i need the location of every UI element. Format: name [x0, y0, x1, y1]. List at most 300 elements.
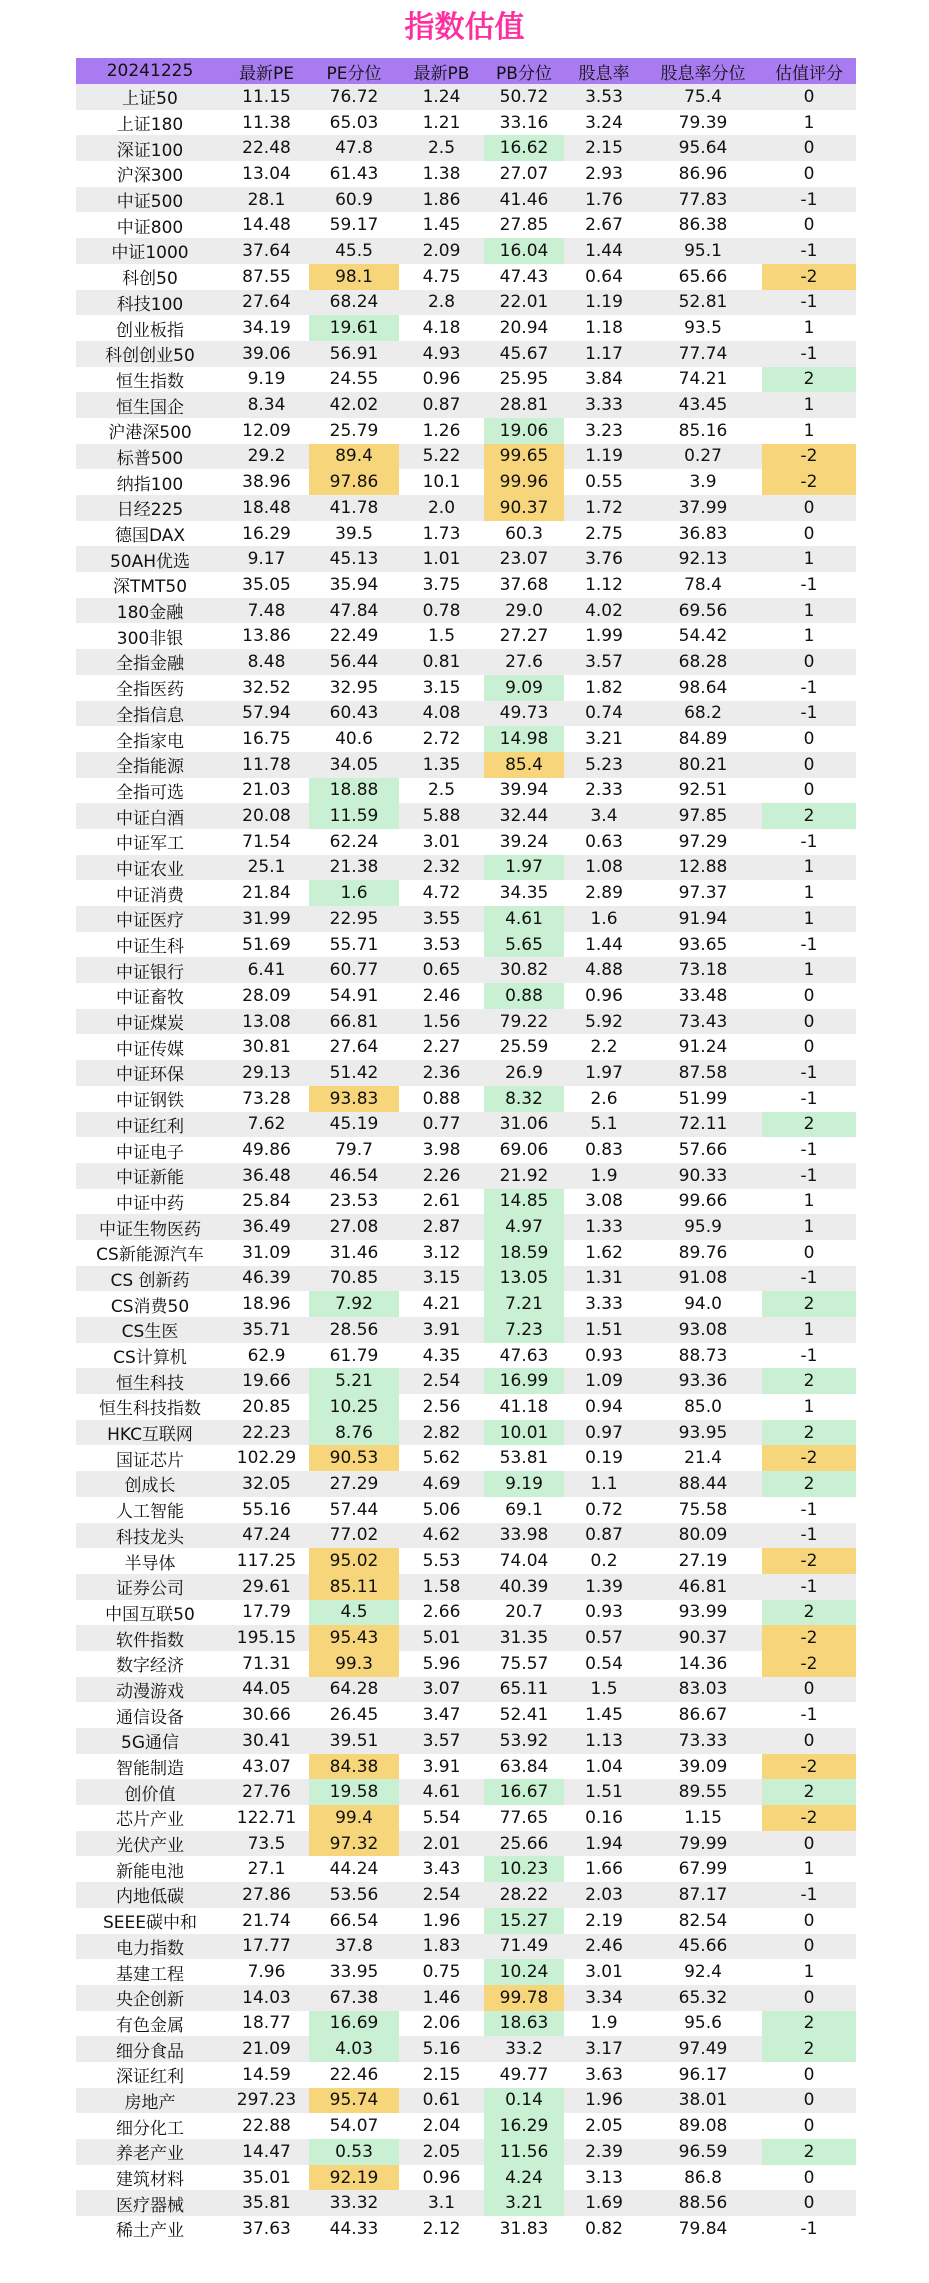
- cell-pb-percentile: 18.59: [484, 1240, 564, 1266]
- table-row: [76, 392, 856, 418]
- cell-pb: 4.21: [399, 1291, 484, 1317]
- cell-score: 1: [762, 598, 856, 624]
- cell-pe: 16.29: [224, 521, 309, 547]
- cell-dividend-percentile: 57.66: [644, 1137, 762, 1163]
- cell-dividend-percentile: 80.21: [644, 752, 762, 778]
- cell-pe-percentile: 59.17: [309, 212, 399, 238]
- cell-index-name: 科创创业50: [76, 341, 224, 367]
- cell-index-name: 日经225: [76, 495, 224, 521]
- cell-dividend-percentile: 97.85: [644, 803, 762, 829]
- cell-pe-percentile: 64.28: [309, 1677, 399, 1703]
- column-header-date: 20241225: [76, 58, 224, 84]
- cell-pe: 20.85: [224, 1394, 309, 1420]
- cell-dividend-yield: 1.44: [564, 932, 644, 958]
- cell-pe-percentile: 26.45: [309, 1702, 399, 1728]
- cell-dividend-percentile: 82.54: [644, 1908, 762, 1934]
- cell-pe: 32.52: [224, 675, 309, 701]
- cell-pb: 3.07: [399, 1677, 484, 1703]
- cell-score: 2: [762, 1291, 856, 1317]
- cell-pe-percentile: 39.51: [309, 1728, 399, 1754]
- table-row: [76, 1959, 856, 1985]
- cell-pb: 4.08: [399, 701, 484, 727]
- cell-pe: 14.48: [224, 212, 309, 238]
- cell-score: 1: [762, 1214, 856, 1240]
- cell-pe: 9.17: [224, 546, 309, 572]
- cell-dividend-percentile: 89.76: [644, 1240, 762, 1266]
- cell-pb-percentile: 45.67: [484, 341, 564, 367]
- cell-dividend-yield: 1.04: [564, 1754, 644, 1780]
- table-row: [76, 572, 856, 598]
- cell-index-name: 沪港深500: [76, 418, 224, 444]
- cell-dividend-yield: 1.94: [564, 1831, 644, 1857]
- table-row: [76, 1985, 856, 2011]
- cell-index-name: 建筑材料: [76, 2165, 224, 2191]
- table-row: [76, 1497, 856, 1523]
- cell-pe: 87.55: [224, 264, 309, 290]
- cell-pb-percentile: 27.27: [484, 623, 564, 649]
- cell-pe-percentile: 28.56: [309, 1317, 399, 1343]
- cell-dividend-percentile: 85.16: [644, 418, 762, 444]
- table-row: [76, 521, 856, 547]
- cell-dividend-percentile: 88.73: [644, 1343, 762, 1369]
- cell-dividend-yield: 5.23: [564, 752, 644, 778]
- cell-score: -1: [762, 1266, 856, 1292]
- table-row: [76, 726, 856, 752]
- cell-pb-percentile: 20.94: [484, 315, 564, 341]
- cell-score: 0: [762, 161, 856, 187]
- cell-index-name: 中证中药: [76, 1189, 224, 1215]
- cell-pb-percentile: 15.27: [484, 1908, 564, 1934]
- table-row: [76, 1574, 856, 1600]
- table-row: [76, 1728, 856, 1754]
- cell-index-name: 300非银: [76, 623, 224, 649]
- cell-score: -1: [762, 1060, 856, 1086]
- cell-pe: 44.05: [224, 1677, 309, 1703]
- cell-dividend-percentile: 77.74: [644, 341, 762, 367]
- cell-index-name: 全指信息: [76, 701, 224, 727]
- cell-dividend-yield: 1.19: [564, 290, 644, 316]
- cell-index-name: 房地产: [76, 2088, 224, 2114]
- cell-pb-percentile: 47.63: [484, 1343, 564, 1369]
- cell-pe: 13.08: [224, 1009, 309, 1035]
- table-row: [76, 495, 856, 521]
- column-header-pe: 最新PE: [224, 58, 309, 84]
- column-header-pb-percentile: PB分位: [484, 58, 564, 84]
- cell-pe-percentile: 79.7: [309, 1137, 399, 1163]
- cell-index-name: 芯片产业: [76, 1805, 224, 1831]
- valuation-table: [76, 58, 856, 2242]
- cell-index-name: 科技100: [76, 290, 224, 316]
- cell-pb-percentile: 52.41: [484, 1702, 564, 1728]
- cell-score: -1: [762, 1702, 856, 1728]
- cell-dividend-yield: 3.33: [564, 1291, 644, 1317]
- cell-score: -1: [762, 1523, 856, 1549]
- cell-pb-percentile: 30.82: [484, 957, 564, 983]
- cell-index-name: 国证芯片: [76, 1445, 224, 1471]
- cell-dividend-percentile: 78.4: [644, 572, 762, 598]
- cell-dividend-percentile: 94.0: [644, 1291, 762, 1317]
- cell-score: -1: [762, 1497, 856, 1523]
- cell-dividend-percentile: 79.39: [644, 110, 762, 136]
- cell-pb: 1.56: [399, 1009, 484, 1035]
- cell-dividend-yield: 1.13: [564, 1728, 644, 1754]
- cell-pb-percentile: 10.23: [484, 1856, 564, 1882]
- table-row: [76, 264, 856, 290]
- cell-pe-percentile: 16.69: [309, 2011, 399, 2037]
- cell-dividend-percentile: 65.66: [644, 264, 762, 290]
- cell-pb-percentile: 0.88: [484, 983, 564, 1009]
- cell-pe-percentile: 7.92: [309, 1291, 399, 1317]
- cell-pe-percentile: 33.95: [309, 1959, 399, 1985]
- cell-pb: 3.47: [399, 1702, 484, 1728]
- cell-pe: 37.63: [224, 2216, 309, 2242]
- cell-pe: 25.1: [224, 855, 309, 881]
- cell-pb: 3.43: [399, 1856, 484, 1882]
- cell-pe-percentile: 89.4: [309, 444, 399, 470]
- cell-index-name: 深证100: [76, 135, 224, 161]
- cell-score: 0: [762, 983, 856, 1009]
- cell-score: 1: [762, 623, 856, 649]
- cell-dividend-yield: 3.63: [564, 2062, 644, 2088]
- cell-pb-percentile: 77.65: [484, 1805, 564, 1831]
- cell-index-name: CS生医: [76, 1317, 224, 1343]
- cell-pb: 2.66: [399, 1600, 484, 1626]
- cell-pe-percentile: 44.33: [309, 2216, 399, 2242]
- cell-dividend-yield: 2.93: [564, 161, 644, 187]
- cell-pe: 17.77: [224, 1934, 309, 1960]
- cell-dividend-yield: 1.08: [564, 855, 644, 881]
- table-row: [76, 1291, 856, 1317]
- cell-pe-percentile: 47.84: [309, 598, 399, 624]
- cell-dividend-percentile: 98.64: [644, 675, 762, 701]
- cell-pb: 1.01: [399, 546, 484, 572]
- cell-pb-percentile: 53.81: [484, 1445, 564, 1471]
- cell-pb-percentile: 41.46: [484, 187, 564, 213]
- cell-score: 1: [762, 855, 856, 881]
- cell-dividend-yield: 2.6: [564, 1086, 644, 1112]
- cell-dividend-percentile: 75.58: [644, 1497, 762, 1523]
- cell-score: 0: [762, 2165, 856, 2191]
- cell-score: 0: [762, 495, 856, 521]
- cell-pb: 2.36: [399, 1060, 484, 1086]
- cell-pe-percentile: 19.58: [309, 1779, 399, 1805]
- cell-score: 0: [762, 1034, 856, 1060]
- table-row: [76, 1420, 856, 1446]
- cell-score: 1: [762, 1856, 856, 1882]
- cell-pe-percentile: 57.44: [309, 1497, 399, 1523]
- cell-pb: 1.5: [399, 623, 484, 649]
- cell-pe-percentile: 25.79: [309, 418, 399, 444]
- table-row: [76, 752, 856, 778]
- cell-score: 0: [762, 1240, 856, 1266]
- cell-pe-percentile: 8.76: [309, 1420, 399, 1446]
- cell-pb: 1.83: [399, 1934, 484, 1960]
- cell-score: 2: [762, 2011, 856, 2037]
- cell-pb-percentile: 1.97: [484, 855, 564, 881]
- cell-dividend-yield: 1.19: [564, 444, 644, 470]
- cell-dividend-percentile: 79.99: [644, 1831, 762, 1857]
- cell-pe-percentile: 97.32: [309, 1831, 399, 1857]
- cell-dividend-yield: 3.01: [564, 1959, 644, 1985]
- cell-pe-percentile: 95.43: [309, 1625, 399, 1651]
- cell-pe-percentile: 99.4: [309, 1805, 399, 1831]
- cell-index-name: 中证消费: [76, 880, 224, 906]
- cell-index-name: 新能电池: [76, 1856, 224, 1882]
- cell-pb-percentile: 4.24: [484, 2165, 564, 2191]
- cell-dividend-yield: 1.96: [564, 2088, 644, 2114]
- cell-pb-percentile: 27.07: [484, 161, 564, 187]
- cell-pb: 1.38: [399, 161, 484, 187]
- cell-index-name: 数字经济: [76, 1651, 224, 1677]
- cell-index-name: 光伏产业: [76, 1831, 224, 1857]
- cell-pe-percentile: 21.38: [309, 855, 399, 881]
- column-header-pe-percentile: PE分位: [309, 58, 399, 84]
- cell-score: 1: [762, 957, 856, 983]
- cell-dividend-percentile: 21.4: [644, 1445, 762, 1471]
- cell-pb: 2.46: [399, 983, 484, 1009]
- table-row: [76, 675, 856, 701]
- cell-index-name: 证券公司: [76, 1574, 224, 1600]
- cell-pe-percentile: 4.5: [309, 1600, 399, 1626]
- cell-pb: 5.96: [399, 1651, 484, 1677]
- cell-pb: 3.15: [399, 1266, 484, 1292]
- cell-dividend-percentile: 45.66: [644, 1934, 762, 1960]
- cell-pe-percentile: 67.38: [309, 1985, 399, 2011]
- cell-pb-percentile: 40.39: [484, 1574, 564, 1600]
- cell-pb-percentile: 27.6: [484, 649, 564, 675]
- cell-score: -1: [762, 1882, 856, 1908]
- cell-score: 1: [762, 315, 856, 341]
- cell-index-name: 5G通信: [76, 1728, 224, 1754]
- cell-pe-percentile: 90.53: [309, 1445, 399, 1471]
- cell-dividend-yield: 2.39: [564, 2139, 644, 2165]
- cell-index-name: 深证红利: [76, 2062, 224, 2088]
- table-row: [76, 1240, 856, 1266]
- cell-dividend-percentile: 39.09: [644, 1754, 762, 1780]
- cell-pe-percentile: 35.94: [309, 572, 399, 598]
- cell-pb: 4.72: [399, 880, 484, 906]
- table-row: [76, 1112, 856, 1138]
- cell-pb: 2.87: [399, 1214, 484, 1240]
- cell-pb-percentile: 50.72: [484, 84, 564, 110]
- cell-pb-percentile: 9.09: [484, 675, 564, 701]
- table-row: [76, 110, 856, 136]
- cell-index-name: 中证生物医药: [76, 1214, 224, 1240]
- cell-pb: 2.09: [399, 238, 484, 264]
- table-row: [76, 957, 856, 983]
- cell-dividend-yield: 0.64: [564, 264, 644, 290]
- cell-dividend-yield: 0.2: [564, 1548, 644, 1574]
- table-row: [76, 1831, 856, 1857]
- cell-score: 1: [762, 880, 856, 906]
- cell-pe-percentile: 45.19: [309, 1112, 399, 1138]
- table-row: [76, 2113, 856, 2139]
- cell-pe-percentile: 27.64: [309, 1034, 399, 1060]
- cell-dividend-yield: 0.83: [564, 1137, 644, 1163]
- cell-index-name: 中证800: [76, 212, 224, 238]
- cell-pb: 3.91: [399, 1317, 484, 1343]
- cell-pb: 3.15: [399, 675, 484, 701]
- cell-dividend-yield: 0.82: [564, 2216, 644, 2242]
- cell-dividend-percentile: 93.36: [644, 1368, 762, 1394]
- cell-pb-percentile: 47.43: [484, 264, 564, 290]
- cell-index-name: 中证白酒: [76, 803, 224, 829]
- cell-index-name: 中证红利: [76, 1112, 224, 1138]
- cell-dividend-percentile: 79.84: [644, 2216, 762, 2242]
- cell-pb: 1.96: [399, 1908, 484, 1934]
- table-row: [76, 623, 856, 649]
- cell-dividend-yield: 1.31: [564, 1266, 644, 1292]
- cell-index-name: 德国DAX: [76, 521, 224, 547]
- cell-pb: 2.5: [399, 135, 484, 161]
- table-row: [76, 469, 856, 495]
- cell-index-name: 中证钢铁: [76, 1086, 224, 1112]
- cell-pb-percentile: 18.63: [484, 2011, 564, 2037]
- cell-dividend-yield: 3.13: [564, 2165, 644, 2191]
- cell-index-name: 中证1000: [76, 238, 224, 264]
- cell-pe: 32.05: [224, 1471, 309, 1497]
- table-row: [76, 1523, 856, 1549]
- cell-pe: 9.19: [224, 367, 309, 393]
- cell-dividend-yield: 3.23: [564, 418, 644, 444]
- table-row: [76, 803, 856, 829]
- cell-pe: 39.06: [224, 341, 309, 367]
- cell-dividend-percentile: 72.11: [644, 1112, 762, 1138]
- cell-pb: 0.78: [399, 598, 484, 624]
- cell-pb: 1.26: [399, 418, 484, 444]
- cell-pb: 1.45: [399, 212, 484, 238]
- cell-pe-percentile: 23.53: [309, 1189, 399, 1215]
- cell-pb: 3.98: [399, 1137, 484, 1163]
- cell-pb-percentile: 26.9: [484, 1060, 564, 1086]
- table-row: [76, 1651, 856, 1677]
- cell-index-name: 中国互联50: [76, 1600, 224, 1626]
- table-row: [76, 1445, 856, 1471]
- table-row: [76, 238, 856, 264]
- cell-pb: 4.75: [399, 264, 484, 290]
- cell-pe: 62.9: [224, 1343, 309, 1369]
- cell-dividend-yield: 3.4: [564, 803, 644, 829]
- cell-dividend-yield: 3.84: [564, 367, 644, 393]
- cell-pb-percentile: 75.57: [484, 1651, 564, 1677]
- cell-dividend-yield: 0.63: [564, 829, 644, 855]
- cell-pb-percentile: 27.85: [484, 212, 564, 238]
- cell-pb: 2.56: [399, 1394, 484, 1420]
- cell-pe: 28.09: [224, 983, 309, 1009]
- cell-index-name: 稀土产业: [76, 2216, 224, 2242]
- cell-pe-percentile: 56.44: [309, 649, 399, 675]
- cell-pe: 29.13: [224, 1060, 309, 1086]
- cell-index-name: 央企创新: [76, 1985, 224, 2011]
- cell-dividend-yield: 1.9: [564, 1163, 644, 1189]
- cell-pe-percentile: 1.6: [309, 880, 399, 906]
- table-row: [76, 546, 856, 572]
- cell-dividend-yield: 1.5: [564, 1677, 644, 1703]
- cell-pe-percentile: 61.43: [309, 161, 399, 187]
- cell-score: 0: [762, 1908, 856, 1934]
- cell-index-name: 中证医疗: [76, 906, 224, 932]
- column-header-dividend-yield: 股息率: [564, 58, 644, 84]
- cell-index-name: 中证生科: [76, 932, 224, 958]
- cell-pe-percentile: 11.59: [309, 803, 399, 829]
- cell-dividend-percentile: 89.08: [644, 2113, 762, 2139]
- cell-pe-percentile: 46.54: [309, 1163, 399, 1189]
- cell-dividend-yield: 0.97: [564, 1420, 644, 1446]
- table-row: [76, 212, 856, 238]
- cell-pb: 2.82: [399, 1420, 484, 1446]
- cell-pb: 3.01: [399, 829, 484, 855]
- cell-pb-percentile: 49.77: [484, 2062, 564, 2088]
- cell-pe: 29.61: [224, 1574, 309, 1600]
- cell-pe-percentile: 31.46: [309, 1240, 399, 1266]
- cell-dividend-percentile: 92.4: [644, 1959, 762, 1985]
- cell-index-name: 50AH优选: [76, 546, 224, 572]
- cell-index-name: 中证传媒: [76, 1034, 224, 1060]
- cell-dividend-yield: 1.69: [564, 2190, 644, 2216]
- cell-pe: 38.96: [224, 469, 309, 495]
- cell-pe: 102.29: [224, 1445, 309, 1471]
- cell-pe: 36.49: [224, 1214, 309, 1240]
- cell-pe: 73.28: [224, 1086, 309, 1112]
- cell-dividend-yield: 3.34: [564, 1985, 644, 2011]
- cell-index-name: 通信设备: [76, 1702, 224, 1728]
- cell-pe-percentile: 45.5: [309, 238, 399, 264]
- table-row: [76, 2062, 856, 2088]
- cell-pe: 47.24: [224, 1523, 309, 1549]
- table-row: [76, 1754, 856, 1780]
- table-row: [76, 880, 856, 906]
- cell-index-name: 智能制造: [76, 1754, 224, 1780]
- cell-score: 0: [762, 2190, 856, 2216]
- cell-pe-percentile: 84.38: [309, 1754, 399, 1780]
- table-row: [76, 1317, 856, 1343]
- cell-score: 2: [762, 1600, 856, 1626]
- cell-pb: 5.01: [399, 1625, 484, 1651]
- cell-score: -2: [762, 1548, 856, 1574]
- cell-pe: 7.96: [224, 1959, 309, 1985]
- cell-index-name: 养老产业: [76, 2139, 224, 2165]
- cell-pb: 5.54: [399, 1805, 484, 1831]
- cell-pe-percentile: 37.8: [309, 1934, 399, 1960]
- cell-index-name: 科创50: [76, 264, 224, 290]
- cell-index-name: 沪深300: [76, 161, 224, 187]
- cell-pb: 4.35: [399, 1343, 484, 1369]
- cell-dividend-percentile: 93.08: [644, 1317, 762, 1343]
- cell-dividend-yield: 3.24: [564, 110, 644, 136]
- cell-pb-percentile: 7.23: [484, 1317, 564, 1343]
- cell-pb: 0.75: [399, 1959, 484, 1985]
- cell-pb: 2.72: [399, 726, 484, 752]
- cell-score: 0: [762, 649, 856, 675]
- table-row: [76, 906, 856, 932]
- table-row: [76, 598, 856, 624]
- cell-dividend-percentile: 3.9: [644, 469, 762, 495]
- header-row: [76, 58, 856, 84]
- cell-dividend-yield: 2.15: [564, 135, 644, 161]
- cell-dividend-percentile: 97.49: [644, 2036, 762, 2062]
- cell-index-name: 全指金融: [76, 649, 224, 675]
- cell-pb: 2.54: [399, 1882, 484, 1908]
- cell-pe: 35.71: [224, 1317, 309, 1343]
- cell-score: 2: [762, 803, 856, 829]
- cell-pe-percentile: 0.53: [309, 2139, 399, 2165]
- cell-pe: 30.66: [224, 1702, 309, 1728]
- cell-dividend-percentile: 65.32: [644, 1985, 762, 2011]
- cell-index-name: 细分化工: [76, 2113, 224, 2139]
- cell-pb: 2.12: [399, 2216, 484, 2242]
- cell-pe: 28.1: [224, 187, 309, 213]
- cell-pb-percentile: 28.22: [484, 1882, 564, 1908]
